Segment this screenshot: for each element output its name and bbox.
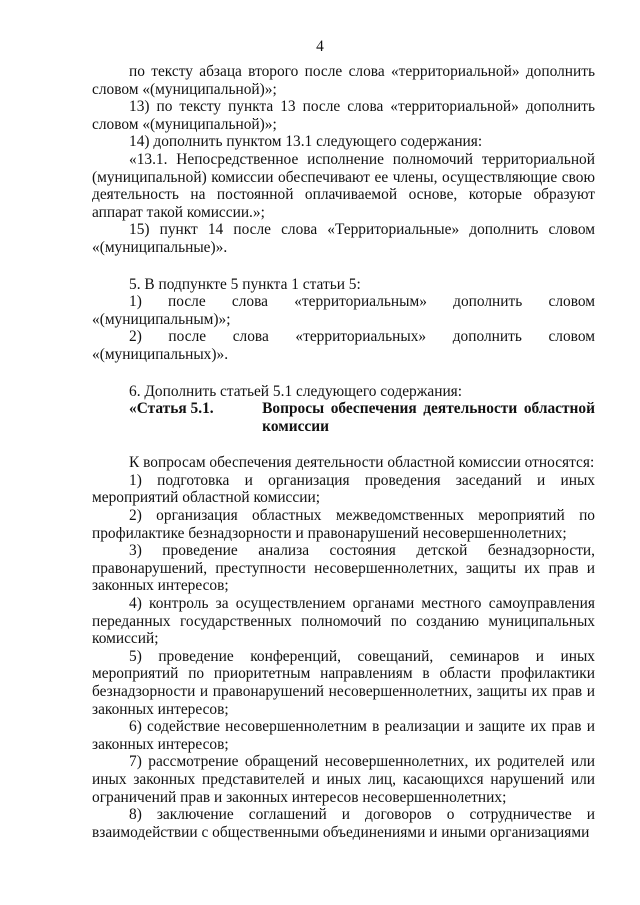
blank-line [92,364,595,383]
paragraph: 5) проведение конференций, совещаний, семинаров и иных мероприятий по приоритетным направлениям в области профилактики безнадзорности и правонарушений несовершеннолетних, защиты их прав и законных интересов; [92,647,595,718]
paragraph: 1) после слова «территориальным» дополнить словом «(муниципальным)»; [92,293,595,328]
paragraph: 8) заключение соглашений и договоров о сотрудничестве и взаимодействии с общественными объединениями и иными организациями [92,806,595,841]
blank-line [92,435,595,454]
article-title: Вопросы обеспечения деятельности областной комиссии [262,400,595,435]
paragraph: 14) дополнить пунктом 13.1 следующего содержания: [129,133,483,151]
paragraph: 5. В подпункте 5 пункта 1 статьи 5: [129,275,361,293]
paragraph: «13.1. Непосредственное исполнение полномочий территориальной (муниципальной) комиссии обеспечивают ее члены, осуществляющие свою деятельность на постоянной оплачиваемой основе, которые образуют аппарат такой комиссии.»; [92,150,595,221]
paragraph: К вопросам обеспечения деятельности областной комиссии относятся: [129,454,595,472]
paragraph: 1) подготовка и организация проведения заседаний и иных мероприятий областной комиссии; [92,471,595,507]
paragraph: 4) контроль за осуществлением органами местного самоуправления переданных государственных полномочий по созданию муниципальных комиссий; [92,595,595,648]
paragraph: 3) проведение анализа состояния детской безнадзорности, правонарушений, преступности несовершеннолетних, защиты их прав и законных интересов; [92,542,595,595]
document-body [92,63,595,841]
blank-line [92,257,595,276]
paragraph: 6) содействие несовершеннолетним в реализации и защите их прав и законных интересов; [92,718,595,753]
article-heading [92,400,595,435]
page-number: 4 [316,38,324,55]
paragraph: 6. Дополнить статьей 5.1 следующего содержания: [129,382,463,400]
article-label: «Статья 5.1. [129,400,214,418]
paragraph: 15) пункт 14 после слова «Территориальные» дополнить словом «(муниципальные)». [92,221,595,256]
paragraph: 7) рассмотрение обращений несовершеннолетних, их родителей или иных законных представителей и иных лиц, касающихся нарушений или ограничений прав и законных интересов несовершеннолетних; [92,753,595,806]
paragraph: 2) организация областных межведомственных мероприятий по профилактике безнадзорности и правонарушений несовершеннолетних; [92,507,595,542]
heading-spacer [214,400,263,435]
paragraph: по тексту абзаца второго после слова «территориальной» дополнить словом «(муниципальной)»; [92,63,595,98]
paragraph: 13) по тексту пункта 13 после слова «территориальной» дополнить словом «(муниципальной)»; [92,98,595,133]
paragraph: 2) после слова «территориальных» дополнить словом «(муниципальных)». [92,328,595,363]
